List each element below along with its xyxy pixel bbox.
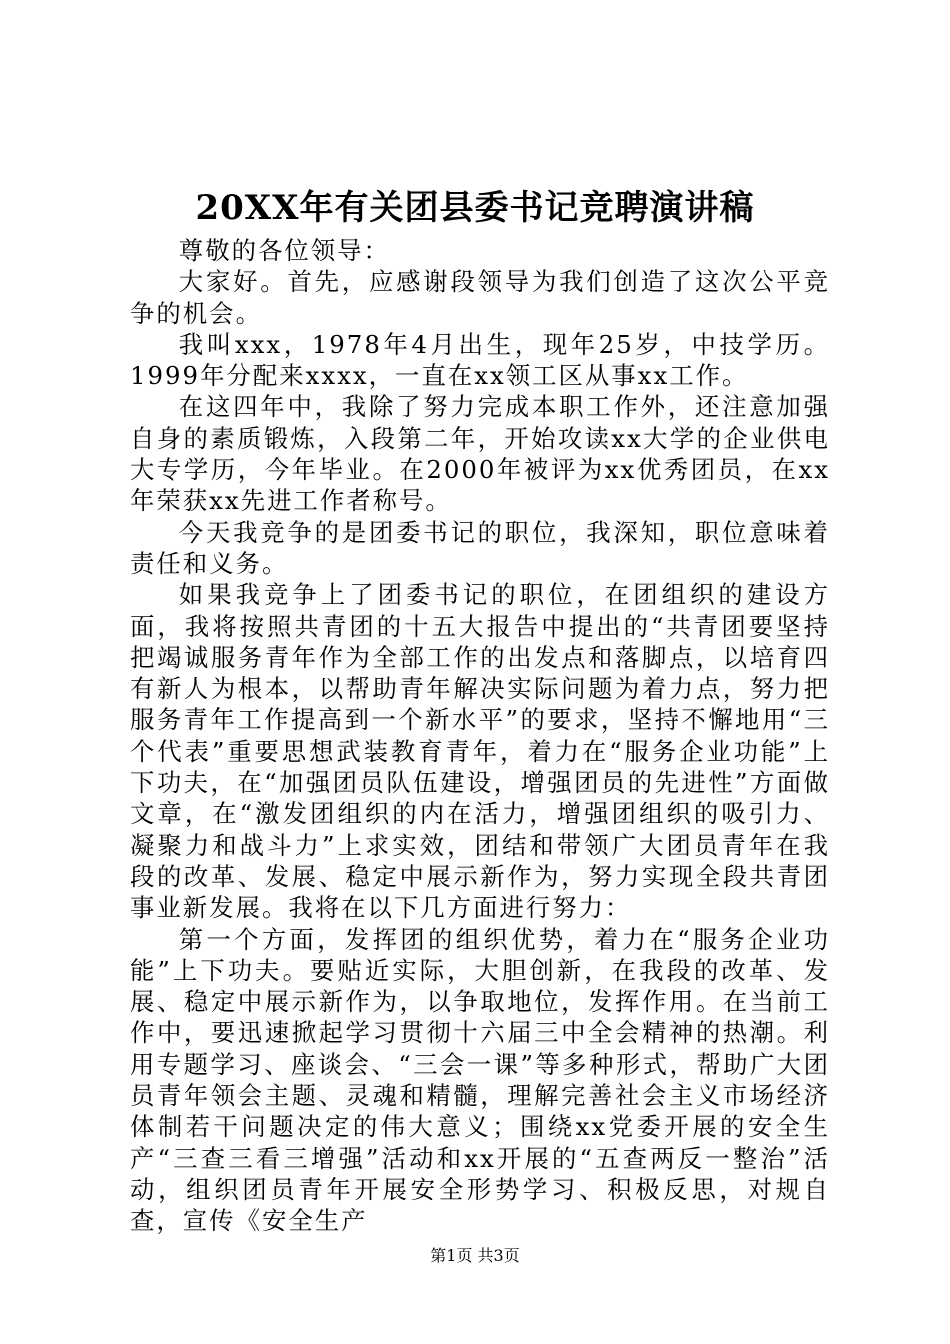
paragraph: 我叫xxx，1978年4月出生，现年25岁，中技学历。1999年分配来xxxx，一直在xx领工区从事xx工作。 — [130, 329, 830, 391]
page-number-footer: 第1页 共3页 — [430, 1246, 520, 1265]
salutation: 尊敬的各位领导： — [178, 236, 390, 265]
paragraph: 大家好。首先，应感谢段领导为我们创造了这次公平竞争的机会。 — [130, 267, 830, 328]
paragraph: 在这四年中，我除了努力完成本职工作外，还注意加强自身的素质锻炼，入段第二年，开始攻读xx大学的企业供电大专学历，今年毕业。在2000年被评为xx优秀团员，在xx年荣获xx先进工作者称号。 — [130, 392, 830, 516]
document-title: 20XX年有关团县委书记竞聘演讲稿 — [195, 188, 755, 228]
paragraph: 今天我竞争的是团委书记的职位，我深知，职位意味着责任和义务。 — [130, 517, 830, 578]
document-body — [130, 235, 830, 1237]
paragraph: 如果我竞争上了团委书记的职位，在团组织的建设方面，我将按照共青团的十五大报告中提出的“共青团要坚持把竭诚服务青年作为全部工作的出发点和落脚点，以培育四有新人为根本，以帮助青年解决实际问题为着力点，努力把服务青年工作提高到一个新水平”的要求，坚持不懈地用“三个代表”重要思想武装教育青年，着力在“服务企业功能”上下功夫，在“加强团员队伍建设，增强团员的先进性”方面做文章，在“激发团组织的内在活力，增强团组织的吸引力、凝聚力和战斗力”上求实效，团结和带领广大团员青年在我段的改革、发展、稳定中展示新作为，努力实现全段共青团事业新发展。我将在以下几方面进行努力： — [130, 580, 830, 923]
paragraph: 第一个方面，发挥团的组织优势，着力在“服务企业功能”上下功夫。要贴近实际，大胆创新，在我段的改革、发展、稳定中展示新作为，以争取地位，发挥作用。在当前工作中，要迅速掀起学习贯彻十六届三中全会精神的热潮。利用专题学习、座谈会、“三会一课”等多种形式，帮助广大团员青年领会主题、灵魂和精髓，理解完善社会主义市场经济体制若干问题决定的伟大意义；围绕xx党委开展的安全生产“三查三看三增强”活动和xx开展的“五查两反一整治”活动，组织团员青年开展安全形势学习、积极反思，对规自查，宣传《安全生产 — [130, 924, 830, 1236]
